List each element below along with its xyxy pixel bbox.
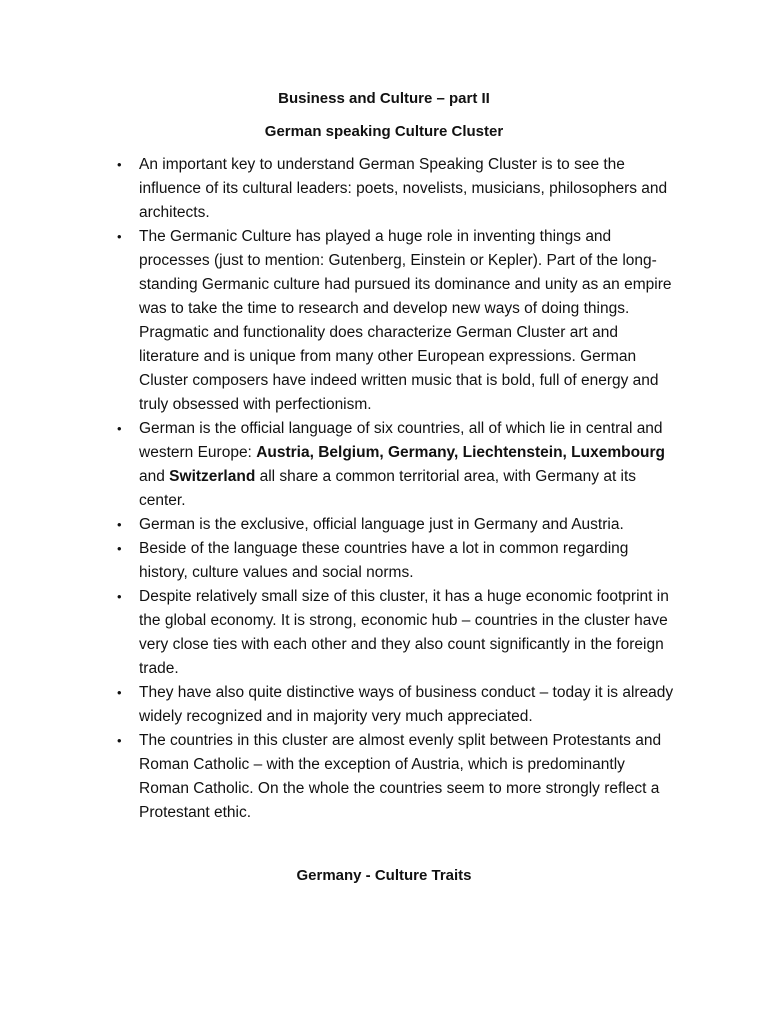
bullet-icon: •: [117, 589, 122, 604]
countries-bold-text: Austria, Belgium, Germany, Liechtenstein, Luxembourg: [256, 444, 666, 461]
list-item: [0, 417, 679, 513]
list-item: [0, 681, 679, 729]
list-item: [0, 513, 679, 537]
list-item-text: They have also quite distinctive ways of business conduct – today it is already widely recognized and in majority very much appreciated.: [139, 684, 674, 725]
bullet-icon: •: [117, 733, 122, 748]
list-item: [0, 225, 679, 417]
bullet-list: [0, 153, 768, 825]
list-item-text: The Germanic Culture has played a huge role in inventing things and processes (just to mention: Gutenberg, Einstein or Kepler). Part of the long-standing Germanic culture had pursued its dominance and unity as an empire was to take the time to research and develop new ways of doing things.: [139, 228, 672, 317]
list-item-text-part: German is the official language of six countries, all of which lie in central and western Europe:: [139, 420, 663, 461]
bullet-icon: •: [117, 541, 122, 556]
list-item-text: The countries in this cluster are almost evenly split between Protestants and Roman Catholic – with the exception of Austria, which is predominantly Roman Catholic. On the whole the countries seem to more strongly reflect a Protestant ethic.: [139, 732, 662, 821]
list-item-text: [139, 417, 679, 513]
list-item: [0, 537, 679, 585]
section-heading: Germany - Culture Traits: [296, 867, 472, 884]
list-item-text: German is the exclusive, official language just in Germany and Austria.: [139, 516, 624, 533]
bullet-icon: •: [117, 685, 122, 700]
list-item-text: Beside of the language these countries have a lot in common regarding history, culture values and social norms.: [139, 540, 629, 581]
list-item-text-part: all share a common territorial area, with Germany at its center.: [139, 468, 637, 509]
list-item: [0, 585, 679, 681]
bullet-icon: •: [117, 517, 122, 532]
bullet-icon: •: [117, 157, 122, 172]
list-item: [0, 153, 679, 225]
document-title: Business and Culture – part II: [278, 90, 490, 107]
list-item-continuation-text: Pragmatic and functionality does characterize German Cluster art and literature and is unique from many other European expressions. German Cluster composers have indeed written music that is bold, full of energy and truly obsessed with perfectionism.: [139, 324, 659, 413]
list-item-text-part: and: [139, 468, 170, 485]
document-subtitle: German speaking Culture Cluster: [264, 123, 504, 140]
list-item: [0, 729, 679, 825]
list-item-text: An important key to understand German Speaking Cluster is to see the influence of its cultural leaders: poets, novelists, musicians, philosophers and architects.: [139, 156, 668, 221]
bullet-icon: •: [117, 229, 122, 244]
switzerland-bold-text: Switzerland: [169, 468, 256, 485]
list-item-text: Despite relatively small size of this cluster, it has a huge economic footprint in the global economy. It is strong, economic hub – countries in the cluster have very close ties with each other and they also count significantly in the foreign trade.: [139, 588, 669, 677]
bullet-icon: •: [117, 421, 122, 436]
